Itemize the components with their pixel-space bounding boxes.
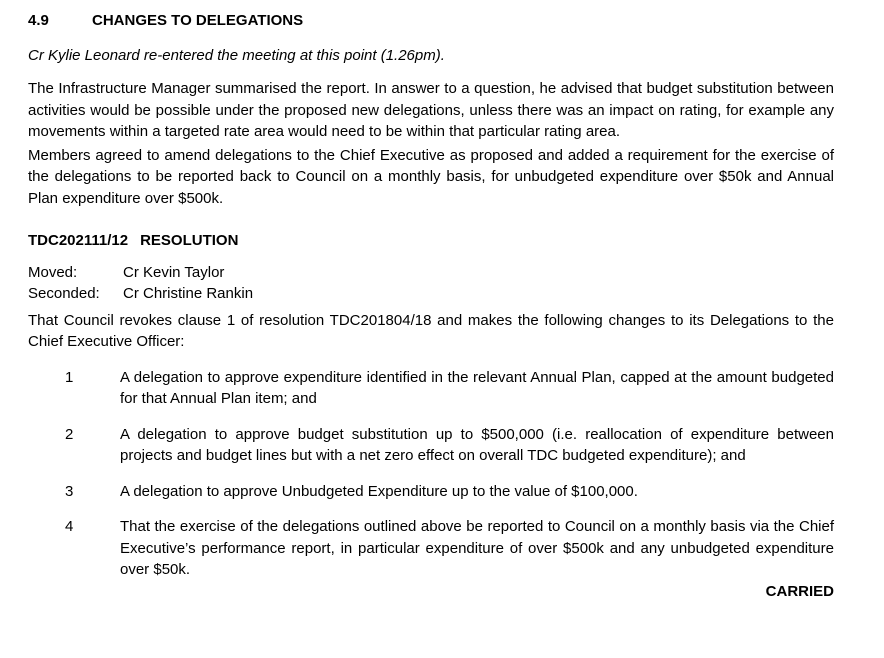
item-number: 2 <box>65 425 74 443</box>
section-title: CHANGES TO DELEGATIONS <box>92 12 304 29</box>
item-text: A delegation to approve expenditure identified in the relevant Annual Plan, capped at the amount budgeted for that Annual Plan item; and <box>120 368 834 407</box>
meeting-note: Cr Kylie Leonard re-entered the meeting at this point (1.26pm). <box>28 46 445 64</box>
moved-label: Moved: <box>28 263 78 281</box>
seconded-value: Cr Christine Rankin <box>123 285 254 302</box>
movers-block <box>28 262 834 305</box>
section-heading <box>28 10 834 32</box>
resolution-preamble: That Council revokes clause 1 of resolution TDC201804/18 and makes the following changes to its Delegations to the Chief Executive Officer: <box>28 311 834 350</box>
resolution-label: RESOLUTION <box>140 232 239 249</box>
item-number: 4 <box>65 518 74 535</box>
item-text: A delegation to approve budget substitution up to $500,000 (i.e. reallocation of expenditure between projects and budget lines but with a net zero effect on overall TDC budgeted expenditure); and <box>120 425 834 464</box>
item-number: 3 <box>65 482 74 500</box>
item-text: That the exercise of the delegations outlined above be reported to Council on a monthly basis via the Chief Executive’s performance report, in particular expenditure of over $500k and any unbudgeted expenditure over $50k. <box>120 518 834 578</box>
section-number: 4.9 <box>28 12 49 29</box>
moved-value: Cr Kevin Taylor <box>123 263 225 281</box>
paragraph-infrastructure-manager: The Infrastructure Manager summarised the report. In answer to a question, he advised that budget substitution between activities would be possible under the proposed new delegations, unless there was an impact on rating, for example any movements within a targeted rate area would need to be within that particular rating area. <box>28 80 834 140</box>
carried-status: CARRIED <box>765 582 834 600</box>
item-text: A delegation to approve Unbudgeted Expenditure up to the value of $100,000. <box>120 482 638 500</box>
resolution-code: TDC202111/12 <box>28 232 129 249</box>
paragraph-members-agreed: Members agreed to amend delegations to the Chief Executive as proposed and added a requirement for the exercise of the delegations to be reported back to Council on a monthly basis, for unbudgeted expenditure over $50k and Annual Plan expenditure over $500k. <box>28 146 834 207</box>
item-number: 1 <box>65 368 74 386</box>
resolution-item-3 <box>28 481 834 503</box>
seconded-label: Seconded: <box>28 285 100 302</box>
seconded-row <box>28 283 834 305</box>
resolution-item-1 <box>28 367 834 410</box>
moved-row <box>28 262 834 284</box>
resolution-item-4 <box>28 516 834 581</box>
resolution-heading <box>28 230 834 252</box>
resolution-item-2 <box>28 424 834 467</box>
